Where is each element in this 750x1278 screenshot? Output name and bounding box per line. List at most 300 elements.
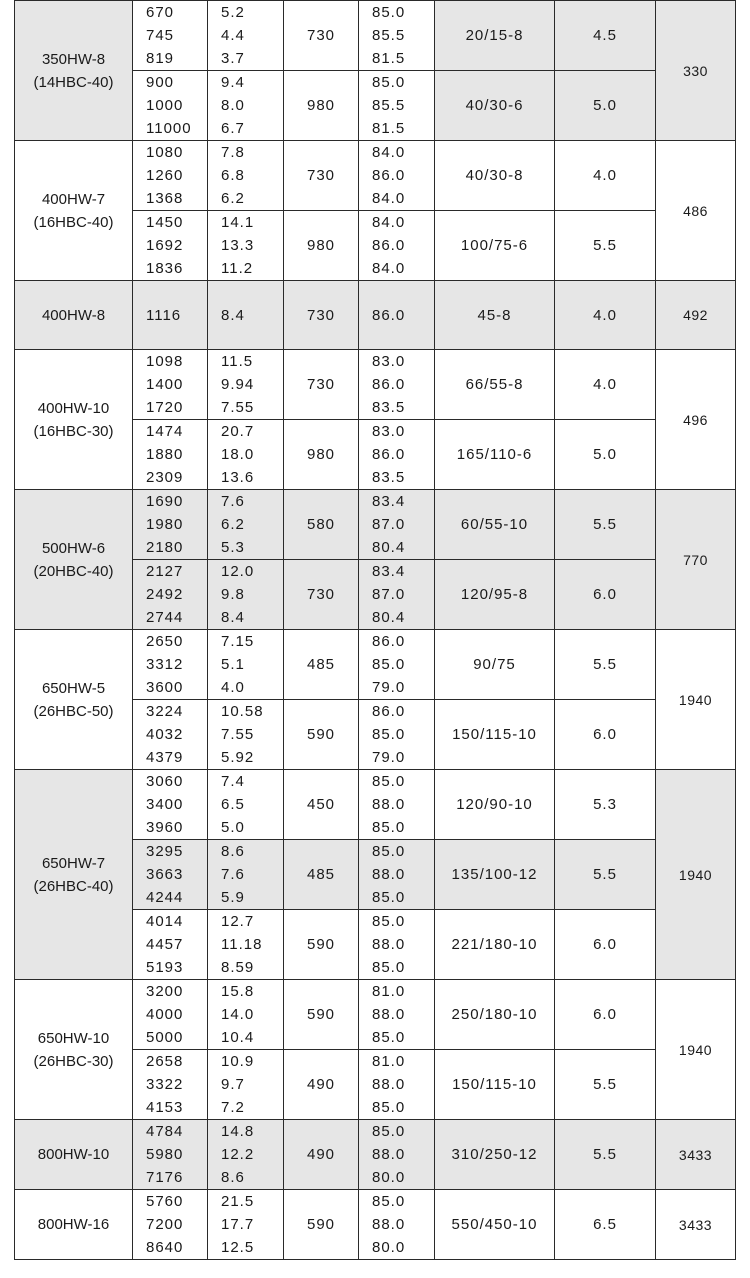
head-value: 12.5 bbox=[221, 1239, 255, 1256]
flow-value: 4379 bbox=[146, 749, 184, 766]
speed-cell bbox=[284, 1120, 359, 1190]
efficiency-cell bbox=[359, 1, 435, 71]
motor-cell bbox=[435, 840, 555, 910]
npsh-cell bbox=[555, 840, 656, 910]
speed-cell bbox=[284, 1, 359, 71]
flow-value: 1720 bbox=[146, 399, 184, 416]
flow-cell bbox=[133, 281, 208, 350]
flow-cell bbox=[133, 840, 208, 910]
speed-cell bbox=[284, 910, 359, 980]
speed-value: 490 bbox=[306, 1076, 336, 1093]
head-value: 7.15 bbox=[221, 633, 255, 650]
weight-cell bbox=[656, 770, 736, 980]
efficiency-value: 85.5 bbox=[372, 97, 406, 114]
flow-cell bbox=[133, 420, 208, 490]
efficiency-value: 85.0 bbox=[372, 726, 406, 743]
efficiency-cell bbox=[359, 420, 435, 490]
motor-cell bbox=[435, 910, 555, 980]
head-value: 6.5 bbox=[221, 796, 245, 813]
head-cell bbox=[208, 1050, 284, 1120]
flow-value: 5760 bbox=[146, 1193, 184, 1210]
npsh-cell bbox=[555, 350, 656, 420]
head-cell bbox=[208, 630, 284, 700]
efficiency-cell bbox=[359, 630, 435, 700]
speed-value: 450 bbox=[306, 796, 336, 813]
head-value: 11.5 bbox=[221, 353, 254, 370]
pump-spec-table bbox=[14, 0, 736, 1260]
head-value: 8.6 bbox=[221, 1169, 245, 1186]
head-value: 5.2 bbox=[221, 4, 245, 21]
flow-value: 2309 bbox=[146, 469, 184, 486]
efficiency-value: 83.5 bbox=[372, 469, 406, 486]
flow-cell bbox=[133, 350, 208, 420]
speed-value: 730 bbox=[306, 27, 336, 44]
motor-cell bbox=[435, 980, 555, 1050]
motor-cell bbox=[435, 281, 555, 350]
flow-value: 3322 bbox=[146, 1076, 184, 1093]
flow-cell bbox=[133, 141, 208, 211]
flow-cell bbox=[133, 211, 208, 281]
weight-value: 770 bbox=[683, 551, 708, 568]
speed-value: 980 bbox=[306, 237, 336, 254]
flow-cell bbox=[133, 770, 208, 840]
head-value: 3.7 bbox=[221, 50, 245, 67]
flow-value: 11000 bbox=[146, 120, 192, 137]
model-name: 800HW-10 bbox=[37, 1146, 110, 1163]
efficiency-value: 85.0 bbox=[372, 773, 406, 790]
model-cell bbox=[15, 1190, 133, 1260]
efficiency-value: 84.0 bbox=[372, 260, 406, 277]
head-value: 14.8 bbox=[221, 1123, 255, 1140]
head-value: 12.2 bbox=[221, 1146, 255, 1163]
model-name: 650HW-7 bbox=[41, 854, 106, 872]
head-cell bbox=[208, 700, 284, 770]
model-name: 800HW-16 bbox=[37, 1216, 110, 1233]
speed-cell bbox=[284, 350, 359, 420]
model-name: 400HW-10 bbox=[37, 399, 110, 417]
flow-value: 4244 bbox=[146, 889, 184, 906]
npsh-value: 4.0 bbox=[593, 376, 617, 393]
efficiency-value: 85.0 bbox=[372, 4, 406, 21]
model-code: (26HBC-40) bbox=[33, 877, 114, 895]
head-cell bbox=[208, 281, 284, 350]
flow-value: 4784 bbox=[146, 1123, 184, 1140]
flow-value: 1400 bbox=[146, 376, 184, 393]
efficiency-value: 80.4 bbox=[372, 609, 406, 626]
model-name: 500HW-6 bbox=[41, 539, 106, 557]
head-cell bbox=[208, 141, 284, 211]
efficiency-value: 87.0 bbox=[372, 516, 406, 533]
speed-cell bbox=[284, 281, 359, 350]
table-row bbox=[15, 350, 736, 420]
motor-value: 100/75-6 bbox=[460, 237, 529, 254]
model-code: (14HBC-40) bbox=[33, 73, 114, 91]
model-name: 400HW-7 bbox=[41, 190, 106, 208]
model-name: 650HW-10 bbox=[37, 1029, 110, 1047]
head-value: 21.5 bbox=[221, 1193, 255, 1210]
flow-cell bbox=[133, 1120, 208, 1190]
flow-cell bbox=[133, 490, 208, 560]
head-value: 12.7 bbox=[221, 913, 255, 930]
efficiency-value: 81.5 bbox=[372, 120, 406, 137]
motor-value: 135/100-12 bbox=[451, 866, 538, 883]
efficiency-value: 80.0 bbox=[372, 1239, 406, 1256]
flow-value: 3400 bbox=[146, 796, 184, 813]
efficiency-value: 85.0 bbox=[372, 656, 406, 673]
motor-value: 40/30-8 bbox=[465, 167, 524, 184]
speed-value: 590 bbox=[306, 726, 336, 743]
flow-value: 1080 bbox=[146, 144, 184, 161]
efficiency-value: 88.0 bbox=[372, 866, 406, 883]
efficiency-value: 85.0 bbox=[372, 889, 406, 906]
npsh-cell bbox=[555, 211, 656, 281]
head-value: 17.7 bbox=[221, 1216, 255, 1233]
motor-value: 60/55-10 bbox=[460, 516, 529, 533]
motor-value: 221/180-10 bbox=[451, 936, 538, 953]
motor-value: 150/115-10 bbox=[452, 1076, 537, 1093]
efficiency-value: 79.0 bbox=[372, 749, 406, 766]
model-name: 650HW-5 bbox=[41, 679, 106, 697]
efficiency-value: 83.0 bbox=[372, 353, 406, 370]
efficiency-value: 84.0 bbox=[372, 144, 406, 161]
weight-cell bbox=[656, 141, 736, 281]
motor-cell bbox=[435, 1050, 555, 1120]
weight-cell bbox=[656, 980, 736, 1120]
head-value: 4.0 bbox=[221, 679, 245, 696]
flow-value: 2650 bbox=[146, 633, 184, 650]
model-cell bbox=[15, 350, 133, 490]
weight-cell bbox=[656, 350, 736, 490]
weight-cell bbox=[656, 1, 736, 141]
head-cell bbox=[208, 490, 284, 560]
model-code: (16HBC-30) bbox=[33, 422, 114, 440]
npsh-cell bbox=[555, 560, 656, 630]
npsh-value: 5.0 bbox=[593, 97, 617, 114]
head-cell bbox=[208, 980, 284, 1050]
flow-value: 3060 bbox=[146, 773, 184, 790]
flow-cell bbox=[133, 1190, 208, 1260]
motor-cell bbox=[435, 490, 555, 560]
flow-value: 4014 bbox=[146, 913, 184, 930]
speed-value: 485 bbox=[306, 866, 336, 883]
head-value: 9.7 bbox=[221, 1076, 245, 1093]
head-value: 14.0 bbox=[221, 1006, 255, 1023]
flow-value: 3224 bbox=[146, 703, 184, 720]
model-cell bbox=[15, 1120, 133, 1190]
model-cell bbox=[15, 1, 133, 141]
weight-value: 486 bbox=[683, 202, 708, 219]
efficiency-cell bbox=[359, 490, 435, 560]
flow-value: 1098 bbox=[146, 353, 184, 370]
flow-value: 3663 bbox=[146, 866, 184, 883]
flow-value: 1980 bbox=[146, 516, 184, 533]
flow-value: 2180 bbox=[146, 539, 184, 556]
weight-cell bbox=[656, 490, 736, 630]
motor-cell bbox=[435, 141, 555, 211]
motor-cell bbox=[435, 770, 555, 840]
efficiency-value: 81.5 bbox=[372, 50, 406, 67]
head-value: 14.1 bbox=[221, 214, 255, 231]
speed-cell bbox=[284, 211, 359, 281]
flow-value: 1000 bbox=[146, 97, 184, 114]
motor-cell bbox=[435, 71, 555, 141]
flow-cell bbox=[133, 700, 208, 770]
motor-value: 150/115-10 bbox=[452, 726, 537, 743]
efficiency-cell bbox=[359, 71, 435, 141]
model-cell bbox=[15, 770, 133, 980]
npsh-cell bbox=[555, 490, 656, 560]
npsh-cell bbox=[555, 281, 656, 350]
efficiency-value: 88.0 bbox=[372, 1006, 406, 1023]
head-value: 12.0 bbox=[221, 563, 255, 580]
speed-value: 730 bbox=[306, 586, 336, 603]
npsh-value: 4.0 bbox=[593, 167, 617, 184]
npsh-cell bbox=[555, 1, 656, 71]
head-value: 6.2 bbox=[221, 516, 245, 533]
speed-cell bbox=[284, 1190, 359, 1260]
motor-cell bbox=[435, 1190, 555, 1260]
flow-value: 1450 bbox=[146, 214, 184, 231]
efficiency-cell bbox=[359, 1190, 435, 1260]
flow-value: 1474 bbox=[146, 423, 184, 440]
head-value: 10.4 bbox=[221, 1029, 255, 1046]
weight-value: 1940 bbox=[678, 1041, 713, 1058]
npsh-value: 6.0 bbox=[593, 936, 617, 953]
npsh-cell bbox=[555, 770, 656, 840]
efficiency-value: 86.0 bbox=[372, 633, 406, 650]
npsh-cell bbox=[555, 1050, 656, 1120]
motor-value: 66/55-8 bbox=[465, 376, 524, 393]
efficiency-value: 85.0 bbox=[372, 913, 406, 930]
head-value: 8.4 bbox=[221, 306, 245, 324]
weight-cell bbox=[656, 1120, 736, 1190]
head-value: 7.55 bbox=[221, 726, 255, 743]
flow-value: 745 bbox=[146, 27, 175, 44]
head-value: 8.0 bbox=[221, 97, 245, 114]
efficiency-value: 85.0 bbox=[372, 1193, 406, 1210]
table-row bbox=[15, 630, 736, 700]
model-code: (26HBC-30) bbox=[33, 1052, 114, 1070]
efficiency-cell bbox=[359, 350, 435, 420]
model-cell bbox=[15, 980, 133, 1120]
weight-value: 3433 bbox=[678, 1146, 713, 1163]
head-value: 4.4 bbox=[221, 27, 245, 44]
npsh-value: 5.5 bbox=[593, 1076, 617, 1093]
speed-value: 730 bbox=[306, 167, 336, 184]
efficiency-value: 80.0 bbox=[372, 1169, 406, 1186]
head-cell bbox=[208, 1120, 284, 1190]
speed-value: 580 bbox=[306, 516, 336, 533]
head-value: 7.8 bbox=[221, 144, 245, 161]
weight-value: 330 bbox=[683, 62, 708, 79]
flow-value: 3200 bbox=[146, 983, 184, 1000]
npsh-value: 5.5 bbox=[593, 866, 617, 883]
motor-value: 20/15-8 bbox=[465, 27, 524, 44]
motor-value: 250/180-10 bbox=[451, 1006, 538, 1023]
efficiency-cell bbox=[359, 281, 435, 350]
model-cell bbox=[15, 490, 133, 630]
head-value: 8.4 bbox=[221, 609, 245, 626]
motor-value: 40/30-6 bbox=[465, 97, 524, 114]
flow-value: 4153 bbox=[146, 1099, 184, 1116]
speed-value: 590 bbox=[306, 1006, 336, 1023]
efficiency-value: 85.5 bbox=[372, 27, 406, 44]
npsh-value: 4.0 bbox=[593, 306, 617, 324]
flow-value: 3312 bbox=[146, 656, 184, 673]
speed-value: 730 bbox=[306, 306, 336, 324]
head-value: 8.6 bbox=[221, 843, 245, 860]
efficiency-value: 88.0 bbox=[372, 1076, 406, 1093]
head-value: 10.9 bbox=[221, 1053, 255, 1070]
speed-cell bbox=[284, 490, 359, 560]
speed-cell bbox=[284, 770, 359, 840]
head-value: 7.4 bbox=[221, 773, 245, 790]
efficiency-value: 85.0 bbox=[372, 74, 406, 91]
speed-value: 980 bbox=[306, 97, 336, 114]
efficiency-value: 86.0 bbox=[372, 306, 406, 324]
efficiency-value: 79.0 bbox=[372, 679, 406, 696]
speed-cell bbox=[284, 71, 359, 141]
head-cell bbox=[208, 770, 284, 840]
speed-cell bbox=[284, 700, 359, 770]
flow-value: 1690 bbox=[146, 493, 184, 510]
efficiency-cell bbox=[359, 211, 435, 281]
speed-value: 590 bbox=[306, 1216, 336, 1233]
flow-value: 2744 bbox=[146, 609, 184, 626]
model-cell bbox=[15, 630, 133, 770]
model-cell bbox=[15, 141, 133, 281]
npsh-cell bbox=[555, 1120, 656, 1190]
efficiency-value: 86.0 bbox=[372, 167, 406, 184]
table-row bbox=[15, 141, 736, 211]
flow-cell bbox=[133, 980, 208, 1050]
efficiency-value: 84.0 bbox=[372, 214, 406, 231]
npsh-value: 5.5 bbox=[593, 1146, 617, 1163]
speed-cell bbox=[284, 141, 359, 211]
efficiency-value: 83.4 bbox=[372, 563, 406, 580]
efficiency-value: 86.0 bbox=[372, 237, 406, 254]
weight-cell bbox=[656, 630, 736, 770]
table-row bbox=[15, 980, 736, 1050]
model-code: (20HBC-40) bbox=[33, 562, 114, 580]
flow-value: 819 bbox=[146, 50, 175, 67]
head-value: 9.94 bbox=[221, 376, 255, 393]
flow-value: 2658 bbox=[146, 1053, 184, 1070]
weight-value: 3433 bbox=[678, 1216, 713, 1233]
head-cell bbox=[208, 420, 284, 490]
head-value: 5.1 bbox=[221, 656, 245, 673]
npsh-cell bbox=[555, 910, 656, 980]
head-value: 9.4 bbox=[221, 74, 245, 91]
npsh-value: 5.5 bbox=[593, 516, 617, 533]
head-value: 13.3 bbox=[221, 237, 255, 254]
motor-cell bbox=[435, 211, 555, 281]
flow-value: 4000 bbox=[146, 1006, 184, 1023]
head-value: 8.59 bbox=[221, 959, 255, 976]
flow-value: 3960 bbox=[146, 819, 184, 836]
motor-value: 90/75 bbox=[473, 656, 516, 673]
efficiency-cell bbox=[359, 980, 435, 1050]
flow-value: 5193 bbox=[146, 959, 184, 976]
table-row bbox=[15, 770, 736, 840]
npsh-value: 5.5 bbox=[593, 237, 617, 254]
motor-cell bbox=[435, 700, 555, 770]
head-value: 7.2 bbox=[221, 1099, 245, 1116]
head-value: 5.3 bbox=[221, 539, 245, 556]
flow-cell bbox=[133, 630, 208, 700]
table-row bbox=[15, 1, 736, 71]
motor-cell bbox=[435, 1, 555, 71]
npsh-cell bbox=[555, 630, 656, 700]
efficiency-value: 85.0 bbox=[372, 1099, 406, 1116]
head-value: 7.6 bbox=[221, 493, 245, 510]
flow-cell bbox=[133, 71, 208, 141]
npsh-cell bbox=[555, 980, 656, 1050]
efficiency-value: 80.4 bbox=[372, 539, 406, 556]
head-cell bbox=[208, 71, 284, 141]
npsh-value: 6.0 bbox=[593, 1006, 617, 1023]
head-value: 20.7 bbox=[221, 423, 255, 440]
efficiency-value: 85.0 bbox=[372, 1123, 406, 1140]
motor-cell bbox=[435, 630, 555, 700]
efficiency-value: 88.0 bbox=[372, 1216, 406, 1233]
weight-cell bbox=[656, 1190, 736, 1260]
motor-value: 165/110-6 bbox=[456, 446, 533, 463]
flow-value: 8640 bbox=[146, 1239, 184, 1256]
head-value: 6.2 bbox=[221, 190, 245, 207]
flow-cell bbox=[133, 1, 208, 71]
efficiency-value: 88.0 bbox=[372, 796, 406, 813]
head-cell bbox=[208, 211, 284, 281]
efficiency-value: 85.0 bbox=[372, 819, 406, 836]
table-body bbox=[15, 1, 736, 1260]
npsh-value: 6.0 bbox=[593, 726, 617, 743]
speed-value: 730 bbox=[306, 376, 336, 393]
head-value: 5.9 bbox=[221, 889, 245, 906]
flow-value: 3600 bbox=[146, 679, 184, 696]
efficiency-value: 84.0 bbox=[372, 190, 406, 207]
efficiency-value: 88.0 bbox=[372, 1146, 406, 1163]
head-value: 5.0 bbox=[221, 819, 245, 836]
speed-cell bbox=[284, 560, 359, 630]
head-cell bbox=[208, 1190, 284, 1260]
model-name: 400HW-8 bbox=[41, 306, 106, 324]
flow-value: 7200 bbox=[146, 1216, 184, 1233]
model-cell bbox=[15, 281, 133, 350]
efficiency-cell bbox=[359, 700, 435, 770]
efficiency-cell bbox=[359, 910, 435, 980]
npsh-value: 5.3 bbox=[593, 796, 617, 813]
model-code: (26HBC-50) bbox=[33, 702, 114, 720]
flow-value: 670 bbox=[146, 4, 175, 21]
motor-value: 550/450-10 bbox=[451, 1216, 538, 1233]
efficiency-value: 86.0 bbox=[372, 446, 406, 463]
npsh-value: 5.5 bbox=[593, 656, 617, 673]
head-value: 7.55 bbox=[221, 399, 255, 416]
head-value: 5.92 bbox=[221, 749, 255, 766]
head-cell bbox=[208, 910, 284, 980]
motor-cell bbox=[435, 350, 555, 420]
speed-value: 490 bbox=[306, 1146, 336, 1163]
flow-value: 1836 bbox=[146, 260, 184, 277]
head-value: 10.58 bbox=[221, 703, 264, 720]
head-cell bbox=[208, 840, 284, 910]
head-value: 6.7 bbox=[221, 120, 245, 137]
efficiency-value: 87.0 bbox=[372, 586, 406, 603]
efficiency-value: 85.0 bbox=[372, 959, 406, 976]
model-name: 350HW-8 bbox=[41, 50, 106, 68]
flow-value: 1880 bbox=[146, 446, 184, 463]
